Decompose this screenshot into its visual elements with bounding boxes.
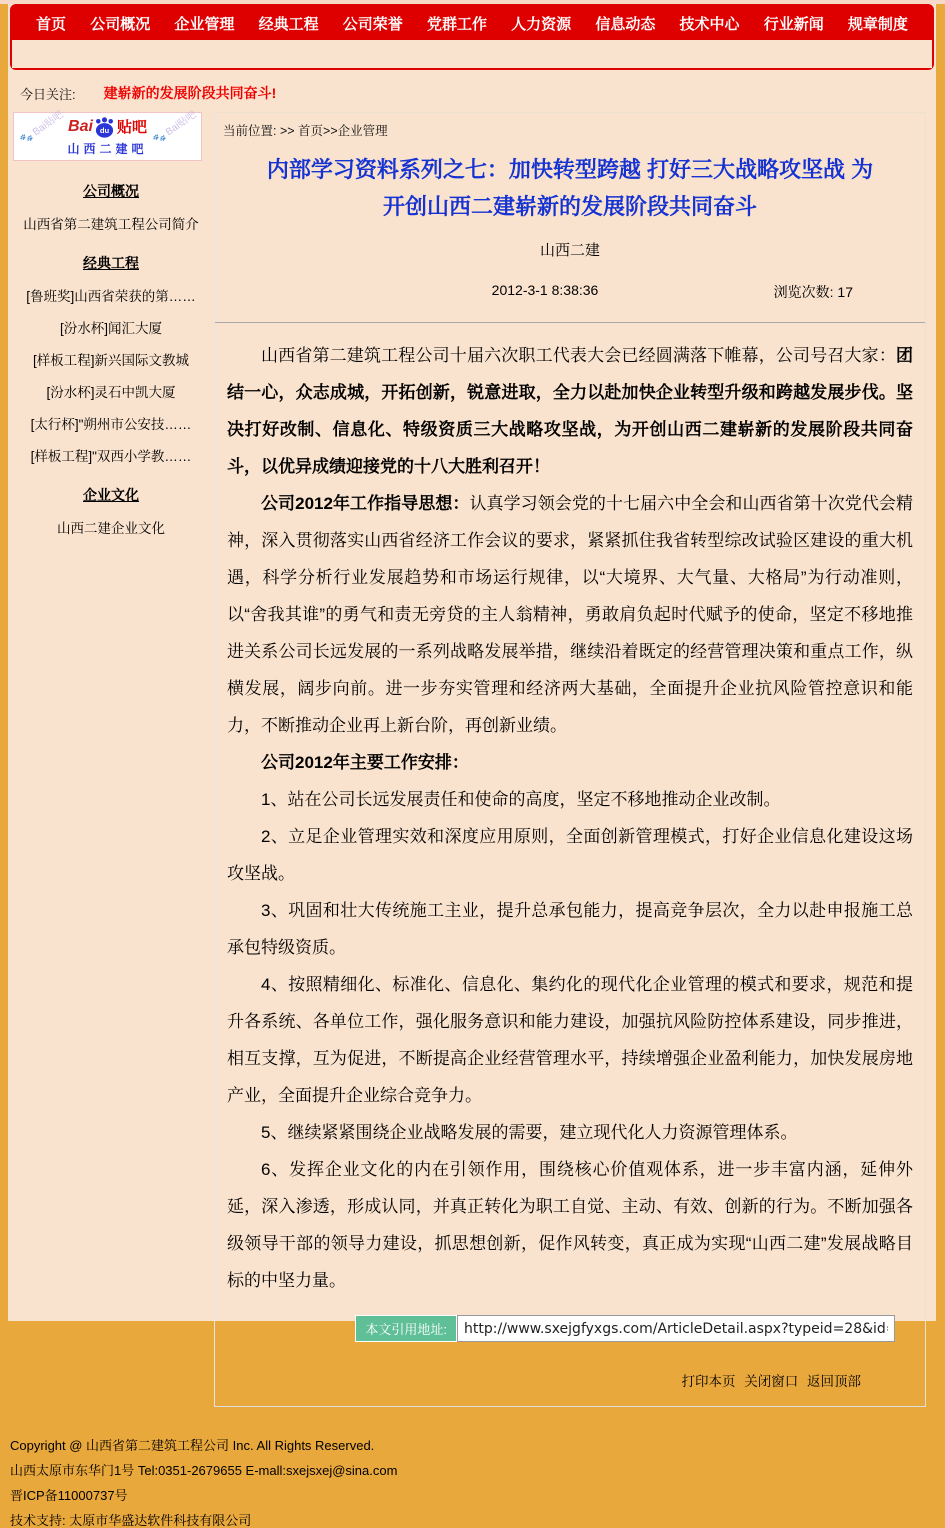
footer-contact: 山西太原市东华门1号 Tel:0351-2679655 E-mall:sxejsxej@sina.com xyxy=(10,1463,398,1478)
article-paragraph: 山西省第二建筑工程公司十届六次职工代表大会已经圆满落下帷幕，公司号召大家：团结一心，众志成城，开拓创新，锐意进取，全力以赴加快企业转型升级和跨越发展步伐。坚决打好改制、信息化、特级资质三大战略攻坚战，为开创山西二建崭新的发展阶段共同奋斗，以优异成绩迎接党的十八大胜利召开！ xyxy=(227,346,913,476)
breadcrumb-section-link[interactable]: 企业管理 xyxy=(337,124,388,138)
sidebar-item-shuangxi-school[interactable]: [样板工程]"双西小学教…… xyxy=(30,449,192,464)
article-actions xyxy=(215,1342,925,1406)
baidu-logo-bai: Bai xyxy=(68,118,93,135)
footer xyxy=(8,1439,936,1527)
nav-item-rules-regulations[interactable]: 规章制度 xyxy=(847,15,908,33)
nav-item-industry-news[interactable]: 行业新闻 xyxy=(763,15,824,33)
back-to-top-link[interactable]: 返回顶部 xyxy=(807,1374,861,1389)
page-title: 内部学习资料系列之七：加快转型跨越 打好三大战略攻坚战 为开创山西二建崭新的发展阶段共同奋斗 xyxy=(266,157,874,219)
article-list-item: 1、站在公司长远发展责任和使命的高度，坚定不移地推动企业改制。 xyxy=(261,790,781,809)
nav-item-classic-projects[interactable]: 经典工程 xyxy=(258,15,319,33)
baidu-logo-tieba: 贴吧 xyxy=(116,118,147,136)
baidu-logo-subtitle: 山西二建吧 xyxy=(67,141,148,156)
svg-text:du: du xyxy=(99,125,110,135)
breadcrumb-home-link[interactable]: 首页 xyxy=(298,124,324,138)
close-window-link[interactable]: 关闭窗口 xyxy=(744,1374,799,1389)
breadcrumb-label: 当前位置: >> xyxy=(223,124,295,138)
article-author: 山西二建 xyxy=(539,242,600,259)
main-navigation xyxy=(10,4,934,70)
nav-item-human-resources[interactable]: 人力资源 xyxy=(511,15,572,33)
today-focus-label: 今日关注: xyxy=(20,86,76,102)
sidebar-section-corporate-culture: 企业文化 xyxy=(83,487,139,503)
nav-item-party-work[interactable]: 党群工作 xyxy=(426,15,487,33)
article-list-item: 5、继续紧紧围绕企业战略发展的需要，建立现代化人力资源管理体系。 xyxy=(261,1123,798,1142)
article-date: 2012-3-1 8:38:36 xyxy=(491,282,599,298)
main-row xyxy=(8,109,936,1407)
paw-decor-right-icon: 🐾 Bai贴吧 xyxy=(151,109,199,147)
article-paragraph: 公司2012年工作指导思想：认真学习领会党的十七届六中全会和山西省第十次党代会精神，深入贯彻落实山西省经济工作会议的要求，紧紧抓住我省转型综改试验区建设的重大机遇，科学分析行业发展趋势和市场运行规律，以“大境界、大气量、大格局”为行动准则，以“舍我其谁”的勇气和责无旁贷的主人翁精神，勇敢肩负起时代赋予的使命，坚定不移地推进关系公司长远发展的一系列战略发展举措，继续沿着既定的经营管理决策和重点工作，纵横发展，阔步向前。进一步夯实管理和经济两大基础，全面提升企业抗风险管控意识和能力，不断推动企业再上新台阶，再创新业绩。 xyxy=(227,494,913,735)
sidebar-item-company-intro[interactable]: 山西省第二建筑工程公司简介 xyxy=(23,217,199,232)
baidu-paw-icon xyxy=(93,117,116,138)
baidu-logo xyxy=(68,117,147,138)
nav-item-enterprise-management[interactable]: 企业管理 xyxy=(174,15,235,33)
article-panel xyxy=(214,112,926,1407)
article-paragraph: 公司2012年主要工作安排： xyxy=(261,753,469,772)
print-page-link[interactable]: 打印本页 xyxy=(681,1374,736,1389)
nav-sub-bar xyxy=(12,40,932,68)
article-meta xyxy=(215,282,925,300)
sidebar-item-xinxing-intl[interactable]: [样板工程]新兴国际文教城 xyxy=(32,353,189,368)
sidebar-item-lingshi-zhongkai[interactable]: [汾水杯]灵石中凯大厦 xyxy=(46,385,176,400)
citation-row xyxy=(215,1315,895,1342)
sidebar-item-shuozhou-public-security[interactable]: [太行杯]"朔州市公安技…… xyxy=(30,417,192,432)
breadcrumb-separator: >> xyxy=(323,124,338,138)
nav-item-technology-center[interactable]: 技术中心 xyxy=(679,15,740,33)
sidebar-item-wenhui-building[interactable]: [汾水杯]闻汇大厦 xyxy=(59,321,162,336)
today-focus-bar xyxy=(8,70,936,104)
article-list-item: 4、按照精细化、标准化、信息化、集约化的现代化企业管理的模式和要求，规范和提升各系统、各单位工作，强化服务意识和能力建设，加强抗风险防控体系建设，同步推进，相互支撑，互为促进，不断提高企业经营管理水平，持续增强企业盈利能力，加快发展房地产业，全面提升企业综合竞争力。 xyxy=(227,975,913,1105)
nav-item-home[interactable]: 首页 xyxy=(36,15,67,33)
article-list-item: 6、发挥企业文化的内在引领作用，围绕核心价值观体系，进一步丰富内涵，延伸外延，深入渗透，形成认同，并真正转化为职工自觉、主动、有效、创新的行为。不断加强各级领导干部的领导力建设，抓思想创新，促作风转变，真正成为实现“山西二建”发展战略目标的中坚力量。 xyxy=(227,1160,913,1290)
sidebar-section-company-overview: 公司概况 xyxy=(83,183,139,199)
sidebar-item-corporate-culture[interactable]: 山西二建企业文化 xyxy=(57,521,165,536)
article-body xyxy=(215,323,925,1299)
article-list-item: 2、立足企业管理实效和深度应用原则，全面创新管理模式，打好企业信息化建设这场攻坚战。 xyxy=(227,827,913,883)
sidebar-section-classic-projects: 经典工程 xyxy=(83,255,139,271)
citation-label: 本文引用地址: xyxy=(355,1315,457,1342)
footer-tech-support: 技术支持: 太原市华盛达软件科技有限公司 xyxy=(10,1513,252,1528)
article-view-count: 浏览次数: 17 xyxy=(773,284,853,300)
footer-copyright: Copyright @ 山西省第二建筑工程公司 Inc. All Rights Reserved. xyxy=(10,1438,375,1453)
nav-item-company-honors[interactable]: 公司荣誉 xyxy=(342,15,403,33)
breadcrumb xyxy=(215,113,925,139)
page xyxy=(8,4,936,1528)
footer-icp: 晋ICP备11000737号 xyxy=(10,1488,128,1503)
nav-bar xyxy=(12,6,932,40)
citation-url-input[interactable] xyxy=(457,1315,895,1342)
nav-item-information-news[interactable]: 信息动态 xyxy=(595,15,656,33)
sidebar xyxy=(8,109,214,537)
today-focus-marquee: 建崭新的发展阶段共同奋斗! xyxy=(103,85,277,101)
sidebar-item-luban-award[interactable]: [鲁班奖]山西省荣获的第…… xyxy=(26,289,196,304)
baidu-tieba-banner[interactable] xyxy=(13,109,202,161)
article-list-item: 3、巩固和壮大传统施工主业，提升总承包能力，提高竞争层次，全力以赴申报施工总承包特级资质。 xyxy=(227,901,913,957)
nav-item-company-overview[interactable]: 公司概况 xyxy=(90,15,151,33)
paw-decor-left-icon: 🐾 Bai贴吧 xyxy=(18,109,66,147)
